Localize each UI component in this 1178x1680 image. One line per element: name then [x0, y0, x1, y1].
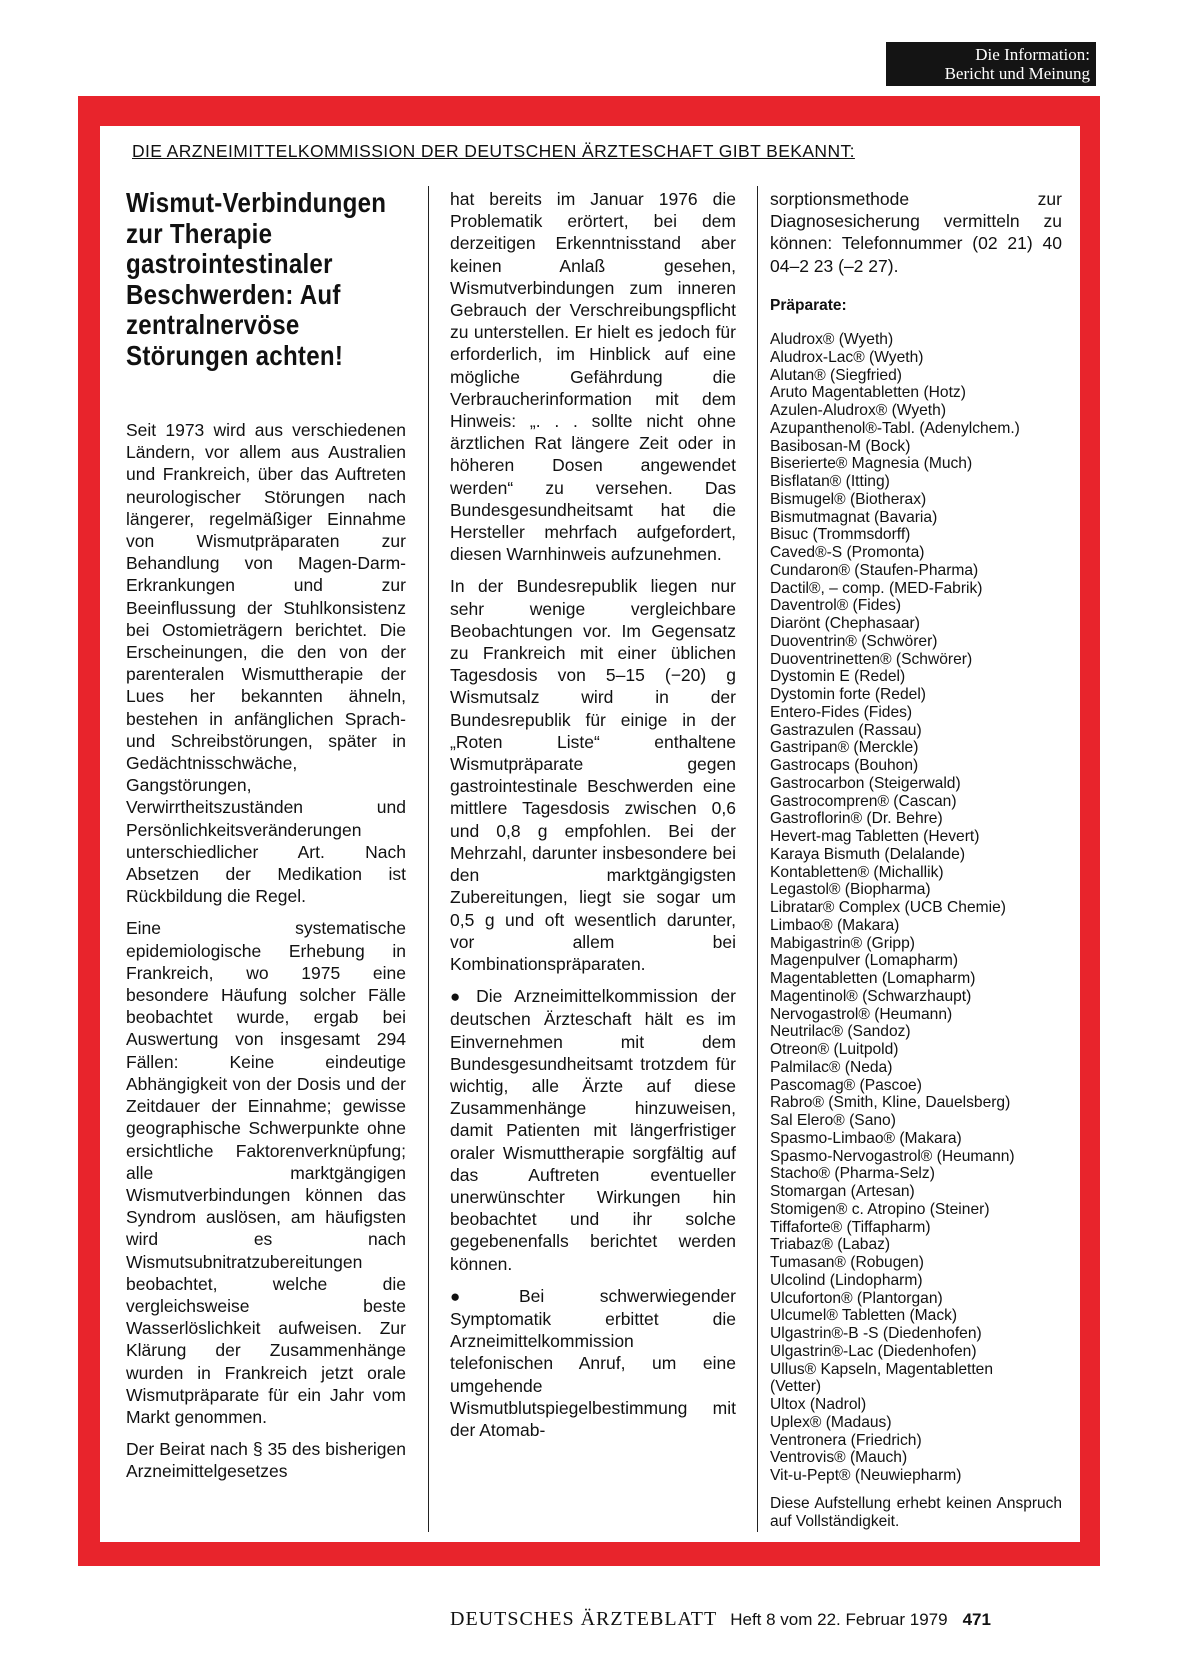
preparation-item: Bisuc (Trommsdorff)	[770, 526, 911, 544]
page-footer	[450, 1608, 991, 1631]
issue-info: Heft 8 vom 22. Februar 1979	[730, 1610, 948, 1629]
preparation-item: Libratar® Complex (UCB Chemie)	[770, 899, 1006, 917]
preparation-item: Ultox (Nadrol)	[770, 1396, 867, 1414]
preparation-item: Aludrox-Lac® (Wyeth)	[770, 348, 924, 366]
preparation-item: Bismugel® (Biotherax)	[770, 490, 927, 508]
article-column-2	[450, 188, 736, 1451]
preparation-item: Mabigastrin® (Gripp)	[770, 934, 915, 952]
preparation-item: Magenpulver (Lomapharm)	[770, 952, 959, 970]
preparation-item: Entero-Fides (Fides)	[770, 703, 913, 721]
preparation-item: Dactil®, – comp. (MED-Fabrik)	[770, 579, 983, 597]
paragraph: Der Beirat nach § 35 des bisherigen Arzneimittelgesetzes	[126, 1439, 406, 1482]
column-divider-2	[757, 186, 758, 1532]
preparation-item: Pascomag® (Pascoe)	[770, 1076, 922, 1094]
preparation-item: Vit-u-Pept® (Neuwiepharm)	[770, 1467, 962, 1485]
preparation-item: Cundaron® (Staufen-Pharma)	[770, 561, 979, 579]
preparation-item: Kontabletten® (Michallik)	[770, 863, 944, 881]
preparation-item: Aludrox® (Wyeth)	[770, 331, 894, 349]
preparation-item: Gastripan® (Merckle)	[770, 739, 919, 757]
preparation-item: Aruto Magentabletten (Hotz)	[770, 384, 966, 402]
preparations-heading: Präparate:	[770, 296, 847, 314]
paragraph: sorptionsmethode zur Diagnosesicherung vermitteln zu können: Telefonnummer (02 21) 40 04–2 23 (–2 27).	[770, 189, 1062, 276]
preparation-item: Alutan® (Siegfried)	[770, 366, 902, 384]
article-column-1	[126, 188, 406, 1493]
bullet-paragraph: ● Die Arzneimittelkommission der deutschen Ärzteschaft hält es im Einvernehmen mit dem Bundesgesundheitsamt trotzdem für wichtig, alle Ärzte auf diese Zusammenhänge hinzuweisen, damit Patienten mit längerfristiger oraler Wismuttherapie sorgfältig auf das Auftreten eventueller unerwünschter Wirkungen hin beobachtet und ihr solche gegebenenfalls berichtet werden können.	[450, 985, 736, 1275]
preparation-item: Legastol® (Biopharma)	[770, 881, 931, 899]
preparation-item: Ventrovis® (Mauch)	[770, 1449, 908, 1467]
preparation-item: Ulcolind (Lindopharm)	[770, 1271, 923, 1289]
section-header	[886, 42, 1096, 86]
paragraph: Seit 1973 wird aus verschiedenen Ländern, vor allem aus Australien und Frankreich, über das Auftreten neurologischer Störungen nach längerer, regelmäßiger Einnahme von Wismutpräparaten zur Behandlung von Magen-Darm-Erkrankungen und zur Beeinflussung der Stuhlkonsistenz bei Ostomieträgern berichtet. Die Erscheinungen, die den von der parenteralen Wismuttherapie der Lues her bekannten ähneln, bestehen in anfänglichen Sprach- und Schreibstörungen, später in Gedächtnisschwäche, Gangstörungen, Verwirrtheitszuständen und Persönlichkeitsveränderungen unterschiedlicher Art. Nach Absetzen der Medikation ist Rückbildung die Regel.	[126, 420, 406, 907]
preparation-item: Basibosan-M (Bock)	[770, 437, 911, 455]
preparations-list	[770, 331, 1062, 1485]
preparation-item: Gastrocarbon (Steigerwald)	[770, 774, 961, 792]
preparation-item: Palmilac® (Neda)	[770, 1058, 893, 1076]
preparation-item: Ulcuforton® (Plantorgan)	[770, 1289, 943, 1307]
paragraph: In der Bundesrepublik liegen nur sehr wenige vergleichbare Beobachtungen vor. Im Gegensatz zu Frankreich mit einer üblichen Tagesdosis von 5–15 (−20) g Wismutsalz wird in der Bundesrepublik für einige in der „Roten Liste“ enthaltene Wismutpräparate gegen gastrointestinale Beschwerden eine mittlere Tagesdosis zwischen 0,6 und 0,8 g empfohlen. Bei der Mehrzahl, darunter insbesondere bei den marktgängigsten Zubereitungen, liegt sie sogar um 0,5 g und oft wesentlich darunter, vor allem bei Kombinationspräparaten.	[450, 576, 736, 974]
preparation-item: Azulen-Aludrox® (Wyeth)	[770, 402, 947, 420]
preparation-item: Biserierte® Magnesia (Much)	[770, 455, 973, 473]
preparation-item: Limbao® (Makara)	[770, 916, 900, 934]
preparation-item: Duoventrin® (Schwörer)	[770, 632, 938, 650]
preparation-item: Spasmo-Limbao® (Makara)	[770, 1129, 962, 1147]
section-header-line2: Bericht und Meinung	[944, 64, 1090, 83]
preparation-item: Ulgastrin®-B -S (Diedenhofen)	[770, 1325, 982, 1343]
preparation-item: Azupanthenol®-Tabl. (Adenylchem.)	[770, 419, 1020, 437]
preparation-item: Magentabletten (Lomapharm)	[770, 970, 976, 988]
paragraph: hat bereits im Januar 1976 die Problematik erörtert, bei dem derzeitigen Erkenntnisstand aber keinen Anlaß gesehen, Wismutverbindungen zum inneren Gebrauch der Verschreibungspflicht zu unterstellen. Er hielt es jedoch für erforderlich, im Hinblick auf eine mögliche Gefährdung die Verbraucherinformation mit dem Hinweis: „. . . sollte nicht ohne ärztlichen Rat längere Zeit oder in höheren Dosen angewendet werden“ zu versehen. Das Bundesgesundheitsamt hat die Hersteller mehrfach aufgefordert, diesen Warnhinweis aufzunehmen.	[450, 189, 736, 565]
preparation-item: Tumasan® (Robugen)	[770, 1254, 924, 1272]
preparation-item: Bismutmagnat (Bavaria)	[770, 508, 938, 526]
preparation-item: Gastrocompren® (Cascan)	[770, 792, 957, 810]
preparation-item: Hevert-mag Tabletten (Hevert)	[770, 828, 980, 846]
page-number: 471	[962, 1610, 991, 1629]
preparation-item: Spasmo-Nervogastrol® (Heumann)	[770, 1147, 1015, 1165]
preparation-item: Neutrilac® (Sandoz)	[770, 1023, 911, 1041]
preparation-item: Gastrazulen (Rassau)	[770, 721, 922, 739]
preparation-item: Dystomin E (Redel)	[770, 668, 906, 686]
preparation-item: Diarönt (Chephasaar)	[770, 615, 920, 633]
article-title: Wismut-Verbindungen zur Therapie gastrointestinaler Beschwerden: Auf zentralnervöse Störungen achten!	[126, 187, 387, 371]
preparation-item: Gastrocaps (Bouhon)	[770, 757, 919, 775]
preparation-item: Bisflatan® (Itting)	[770, 473, 890, 491]
preparation-item: Daventrol® (Fides)	[770, 597, 902, 615]
preparation-item: Ulgastrin®-Lac (Diedenhofen)	[770, 1342, 977, 1360]
preparation-item: Duoventrinetten® (Schwörer)	[770, 650, 973, 668]
preparation-item: Gastroflorin® (Dr. Behre)	[770, 810, 943, 828]
disclaimer-note: Diese Aufstellung erhebt keinen Anspruch auf Vollständigkeit.	[770, 1494, 1062, 1530]
preparation-item: Magentinol® (Schwarzhaupt)	[770, 987, 972, 1005]
preparation-item: Stacho® (Pharma-Selz)	[770, 1165, 935, 1183]
preparation-item: Ulcumel® Tabletten (Mack)	[770, 1307, 958, 1325]
preparation-item: Ventronera (Friedrich)	[770, 1431, 922, 1449]
preparation-item: Dystomin forte (Redel)	[770, 686, 926, 704]
preparation-item: Caved®-S (Promonta)	[770, 544, 925, 562]
column-divider-1	[428, 186, 429, 1532]
preparation-item: Stomargan (Artesan)	[770, 1183, 915, 1201]
preparation-item: Otreon® (Luitpold)	[770, 1041, 899, 1059]
announcement-heading: DIE ARZNEIMITTELKOMMISSION DER DEUTSCHEN ÄRZTESCHAFT GIBT BEKANNT:	[132, 141, 855, 161]
preparation-item: Stomigen® c. Atropino (Steiner)	[770, 1200, 990, 1218]
article-column-3	[770, 188, 1062, 1531]
preparation-item: Uplex® (Madaus)	[770, 1413, 892, 1431]
preparation-item: Karaya Bismuth (Delalande)	[770, 845, 966, 863]
paragraph: Eine systematische epidemiologische Erhebung in Frankreich, wo 1975 eine besondere Häufung solcher Fälle beobachtet wurde, ergab bei Auswertung von insgesamt 294 Fällen: Keine eindeutige Abhängigkeit von der Dosis und der Zeitdauer der Einnahme; gewisse geographische Schwerpunkte ohne ersichtliche Faktorenverknüpfung; alle marktgängigen Wismutverbindungen können das Syndrom auslösen, am häufigsten wird es nach Wismutsubnitratzubereitungen beobachtet, welche die vergleichsweise beste Wasserlöslichkeit aufweisen. Zur Klärung der Zusammenhänge wurden in Frankreich jetzt orale Wismutpräparate für ein Jahr vom Markt genommen.	[126, 918, 406, 1427]
bullet-paragraph: ● Bei schwerwiegender Symptomatik erbittet die Arzneimittelkommission telefonischen Anruf, um eine umgehende Wismutblutspiegelbestimmung mit der Atomab-	[450, 1285, 736, 1441]
preparation-item: Tiffaforte® (Tiffapharm)	[770, 1218, 931, 1236]
preparation-item: Ullus® Kapseln, Magentabletten	[770, 1360, 994, 1378]
preparation-item: (Vetter)	[770, 1378, 822, 1396]
preparation-item: Rabro® (Smith, Kline, Dauelsberg)	[770, 1094, 1011, 1112]
section-header-line1: Die Information:	[975, 45, 1090, 64]
preparation-item: Sal Elero® (Sano)	[770, 1112, 896, 1130]
preparation-item: Triabaz® (Labaz)	[770, 1236, 891, 1254]
journal-name: DEUTSCHES ÄRZTEBLATT	[450, 1608, 718, 1630]
preparation-item: Nervogastrol® (Heumann)	[770, 1005, 953, 1023]
